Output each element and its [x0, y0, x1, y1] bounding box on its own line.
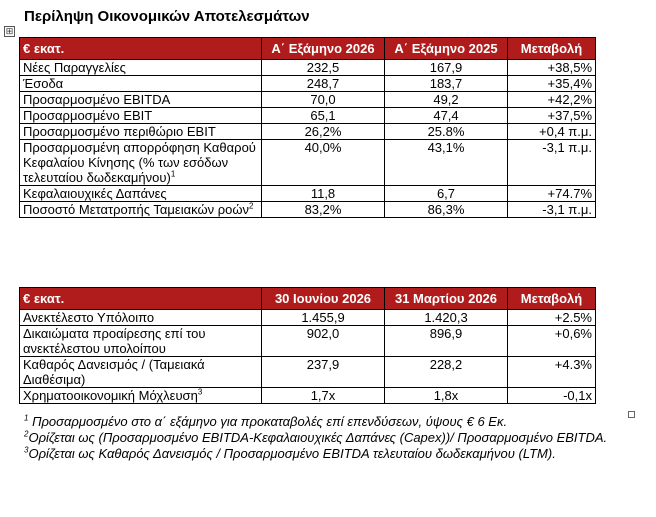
table-row — [20, 108, 596, 124]
row-label: Δικαιώματα προαίρεσης επί του ανεκτέλεστου υπολοίπου — [20, 326, 262, 357]
table-row — [20, 60, 596, 76]
value-current: 1.455,9 — [262, 310, 385, 326]
value-current: 40,0% — [262, 140, 385, 186]
value-current: 902,0 — [262, 326, 385, 357]
row-label: Ανεκτέλεστο Υπόλοιπο — [20, 310, 262, 326]
value-prior: 25.8% — [385, 124, 508, 140]
value-change: +42,2% — [508, 92, 596, 108]
table-row — [20, 388, 596, 404]
header-unit: € εκατ. — [20, 38, 262, 60]
value-current: 232,5 — [262, 60, 385, 76]
header-h1-2026: Α΄ Εξάμηνο 2026 — [262, 38, 385, 60]
table-row — [20, 76, 596, 92]
table-move-handle-icon[interactable]: ⊞ — [5, 26, 14, 36]
header-mar-2026: 31 Μαρτίου 2026 — [385, 288, 508, 310]
value-current: 70,0 — [262, 92, 385, 108]
table-row — [20, 124, 596, 140]
value-prior: 86,3% — [385, 202, 508, 218]
row-label: Προσαρμοσμένο EBITDA — [20, 92, 262, 108]
row-label: Νέες Παραγγελίες — [20, 60, 262, 76]
results-table-h1 — [19, 37, 596, 218]
row-label: Χρηματοοικονομική Μόχλευση$^3$ — [20, 388, 262, 404]
row-label: Προσαρμοσμένο περιθώριο EBIT — [20, 124, 262, 140]
table-header-row — [20, 38, 596, 60]
value-prior: 1,8x — [385, 388, 508, 404]
value-current: 83,2% — [262, 202, 385, 218]
row-label: Προσαρμοσμένη απορρόφηση Καθαρού Κεφαλαίου Κίνησης (% των εσόδων τελευταίου δωδεκαμήνου)$^1$ — [20, 140, 262, 186]
footnotes — [24, 414, 630, 462]
footnote-ref: 3 — [197, 387, 203, 397]
value-current: 11,8 — [262, 186, 385, 202]
value-current: 1,7x — [262, 388, 385, 404]
table-header-row — [20, 288, 596, 310]
footnote-ref: 1 — [170, 169, 176, 179]
header-jun-2026: 30 Ιουνίου 2026 — [262, 288, 385, 310]
value-prior: 49,2 — [385, 92, 508, 108]
table-row — [20, 202, 596, 218]
header-change: Μεταβολή — [508, 38, 596, 60]
value-current: 237,9 — [262, 357, 385, 388]
table-row — [20, 310, 596, 326]
row-label: Έσοδα — [20, 76, 262, 92]
value-prior: 183,7 — [385, 76, 508, 92]
value-prior: 1.420,3 — [385, 310, 508, 326]
row-label: Προσαρμοσμένο EBIT — [20, 108, 262, 124]
header-change: Μεταβολή — [508, 288, 596, 310]
footnote-ref: 2 — [248, 201, 254, 211]
value-prior: 167,9 — [385, 60, 508, 76]
row-label: Ποσοστό Μετατροπής Ταμειακών ροών$^2$ — [20, 202, 262, 218]
footnote-1: $^1$ Προσαρμοσμένο στο α΄ εξάμηνο για προκαταβολές επί επενδύσεων, ύψους € 6 Εκ. — [24, 413, 508, 429]
value-change: +38,5% — [508, 60, 596, 76]
value-change: +37,5% — [508, 108, 596, 124]
value-current: 248,7 — [262, 76, 385, 92]
value-current: 26,2% — [262, 124, 385, 140]
footnote-3: $^3$Ορίζεται ως Καθαρός Δανεισμός / Προσαρμοσμένο EBITDA τελευταίου δωδεκαμήνου (LTM). — [24, 445, 556, 461]
table-row — [20, 326, 596, 357]
value-change: +0,4 π.μ. — [508, 124, 596, 140]
footnote-2: $^2$Ορίζεται ως (Προσαρμοσμένο EBITDA-Κεφαλαιουχικές Δαπάνες (Capex))/ Προσαρμοσμένο EBITDA. — [24, 429, 608, 445]
value-change: +2.5% — [508, 310, 596, 326]
header-unit: € εκατ. — [20, 288, 262, 310]
value-prior: 6,7 — [385, 186, 508, 202]
value-prior: 896,9 — [385, 326, 508, 357]
value-change: +0,6% — [508, 326, 596, 357]
table-row — [20, 357, 596, 388]
value-change: +4.3% — [508, 357, 596, 388]
value-change: +74.7% — [508, 186, 596, 202]
value-prior: 47,4 — [385, 108, 508, 124]
value-prior: 228,2 — [385, 357, 508, 388]
row-label: Κεφαλαιουχικές Δαπάνες — [20, 186, 262, 202]
table-row — [20, 186, 596, 202]
value-change: -3,1 π.μ. — [508, 140, 596, 186]
row-label: Καθαρός Δανεισμός / (Ταμειακά Διαθέσιμα) — [20, 357, 262, 388]
value-change: -3,1 π.μ. — [508, 202, 596, 218]
value-prior: 43,1% — [385, 140, 508, 186]
value-change: -0,1x — [508, 388, 596, 404]
header-h1-2025: Α΄ Εξάμηνο 2025 — [385, 38, 508, 60]
value-change: +35,4% — [508, 76, 596, 92]
results-table-backlog — [19, 287, 596, 404]
table-row — [20, 92, 596, 108]
value-current: 65,1 — [262, 108, 385, 124]
page-title: Περίληψη Οικονομικών Αποτελεσμάτων — [24, 8, 310, 25]
table-row — [20, 140, 596, 186]
